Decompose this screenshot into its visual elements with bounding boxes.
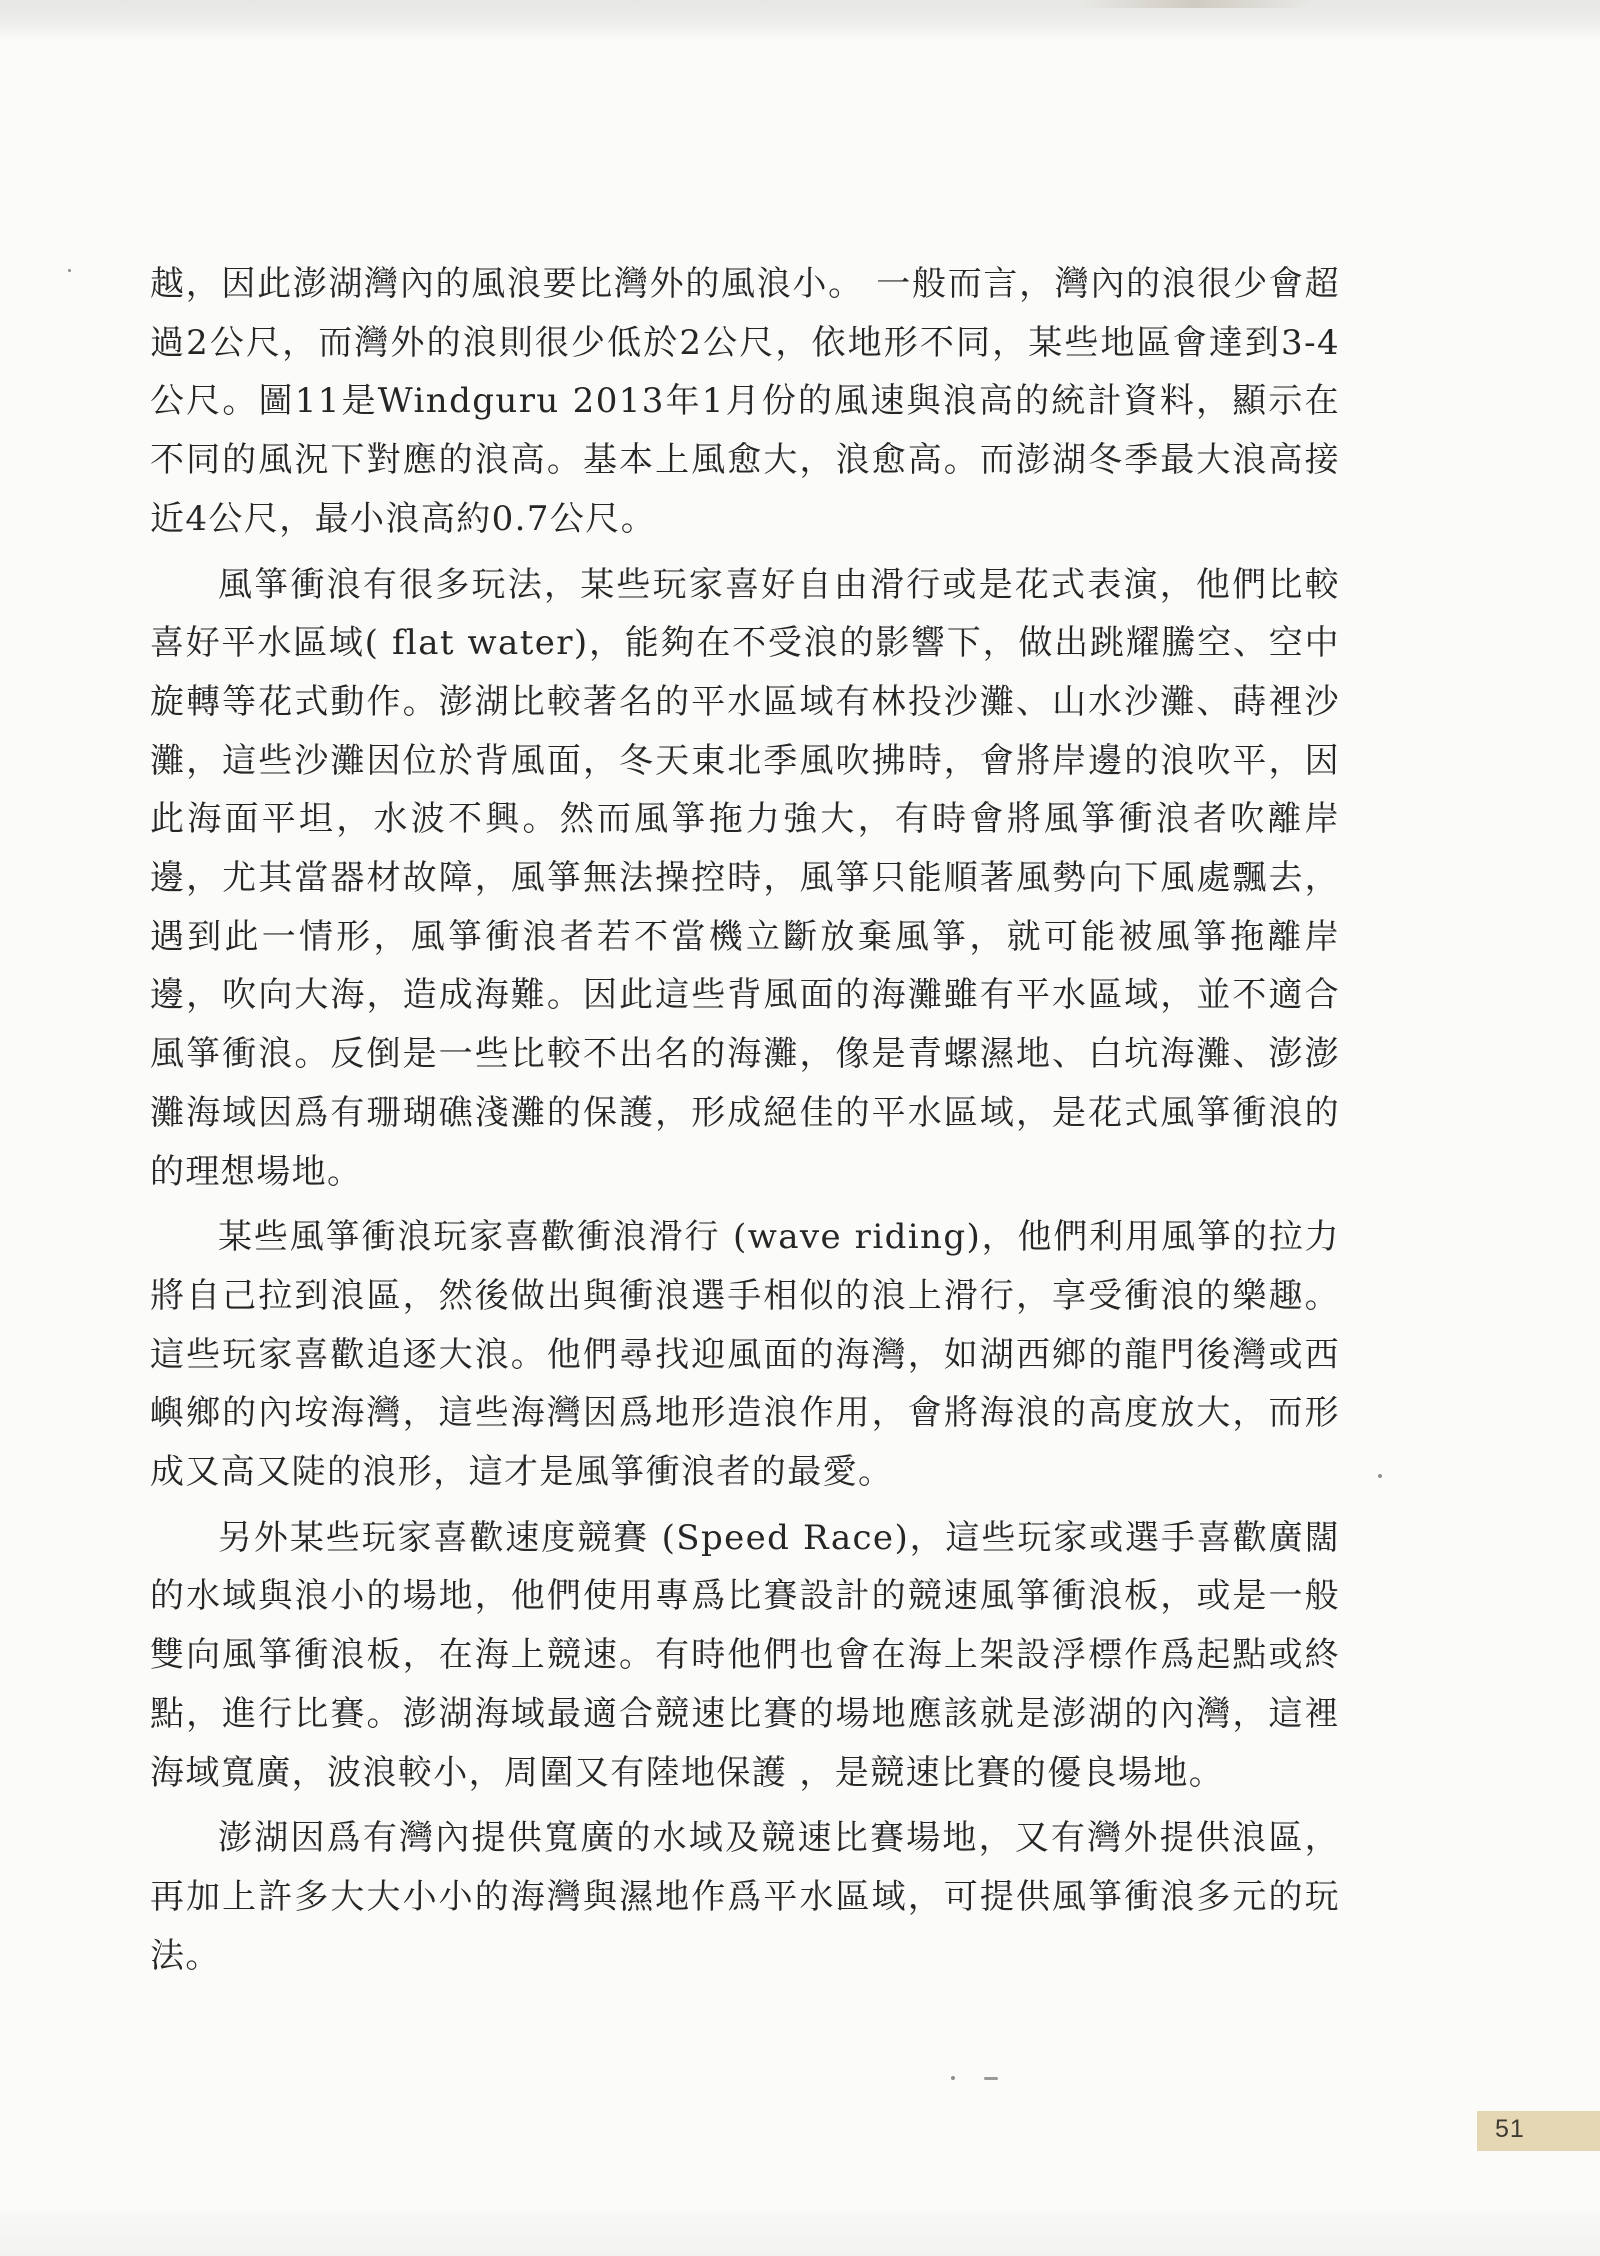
page-number-tab	[1477, 2111, 1600, 2151]
scan-speck	[951, 2076, 955, 2080]
paragraph-conclusion: 澎湖因爲有灣內提供寬廣的水域及競速比賽場地，又有灣外提供浪區，再加上許多大大小小的海灣與濕地作爲平水區域，可提供風箏衝浪多元的玩法。	[150, 1818, 1340, 1976]
paragraph-speed-race: 另外某些玩家喜歡速度競賽 (Speed Race)，這些玩家或選手喜歡廣闊的水域與浪小的場地，他們使用專爲比賽設計的競速風箏衝浪板，或是一般雙向風箏衝浪板，在海上競速。有時他們也會在海上架設浮標作爲起點或終點，進行比賽。澎湖海域最適合競速比賽的場地應該就是澎湖的內灣，這裡海域寬廣，波浪較小，周圍又有陸地保護 ，是競速比賽的優良場地。	[150, 1517, 1340, 1793]
scan-top-shadow	[0, 0, 1600, 42]
paragraph-wave-riding: 某些風箏衝浪玩家喜歡衝浪滑行 (wave riding)，他們利用風箏的拉力將自己拉到浪區，然後做出與衝浪選手相似的浪上滑行，享受衝浪的樂趣。這些玩家喜歡追逐大浪。他們尋找迎風面的海灣，如湖西鄉的龍門後灣或西嶼鄉的內垵海灣，這些海灣因爲地形造浪作用，會將海浪的高度放大，而形成又高又陡的浪形，這才是風箏衝浪者的最愛。	[150, 1217, 1340, 1493]
scan-speck	[1378, 1474, 1382, 1478]
paragraph-wave-height: 越，因此澎湖灣內的風浪要比灣外的風浪小。 一般而言，灣內的浪很少會超過2公尺，而灣外的浪則很少低於2公尺，依地形不同，某些地區會達到3-4公尺。圖11是Windguru 2013年1月份的風速與浪高的統計資料，顯示在不同的風況下對應的浪高。基本上風愈大，浪愈高。而澎湖冬季最大浪高接近4公尺，最小浪高約0.7公尺。	[150, 264, 1340, 539]
scan-speck	[68, 269, 71, 272]
scan-speck	[984, 2077, 998, 2080]
article-body	[150, 255, 1340, 1985]
scan-smudge	[1080, 0, 1310, 8]
paragraph-flat-water: 風箏衝浪有很多玩法，某些玩家喜好自由滑行或是花式表演，他們比較喜好平水區域( flat water)，能夠在不受浪的影響下，做出跳耀騰空、空中旋轉等花式動作。澎湖比較著名的平水區域有林投沙灘、山水沙灘、蒔裡沙灘，這些沙灘因位於背風面，冬天東北季風吹拂時，會將岸邊的浪吹平，因此海面平坦，水波不興。然而風箏拖力強大，有時會將風箏衝浪者吹離岸邊，尤其當器材故障，風箏無法操控時，風箏只能順著風勢向下風處飄去，遇到此一情形，風箏衝浪者若不當機立斷放棄風箏，就可能被風箏拖離岸邊，吹向大海，造成海難。因此這些背風面的海灘雖有平水區域，並不適合風箏衝浪。反倒是一些比較不出名的海灘，像是青螺濕地、白坑海灘、澎澎灘海域因爲有珊瑚礁淺灘的保護，形成絕佳的平水區域，是花式風箏衝浪的的理想場地。	[150, 564, 1340, 1192]
page-number: 51	[1495, 2115, 1525, 2143]
